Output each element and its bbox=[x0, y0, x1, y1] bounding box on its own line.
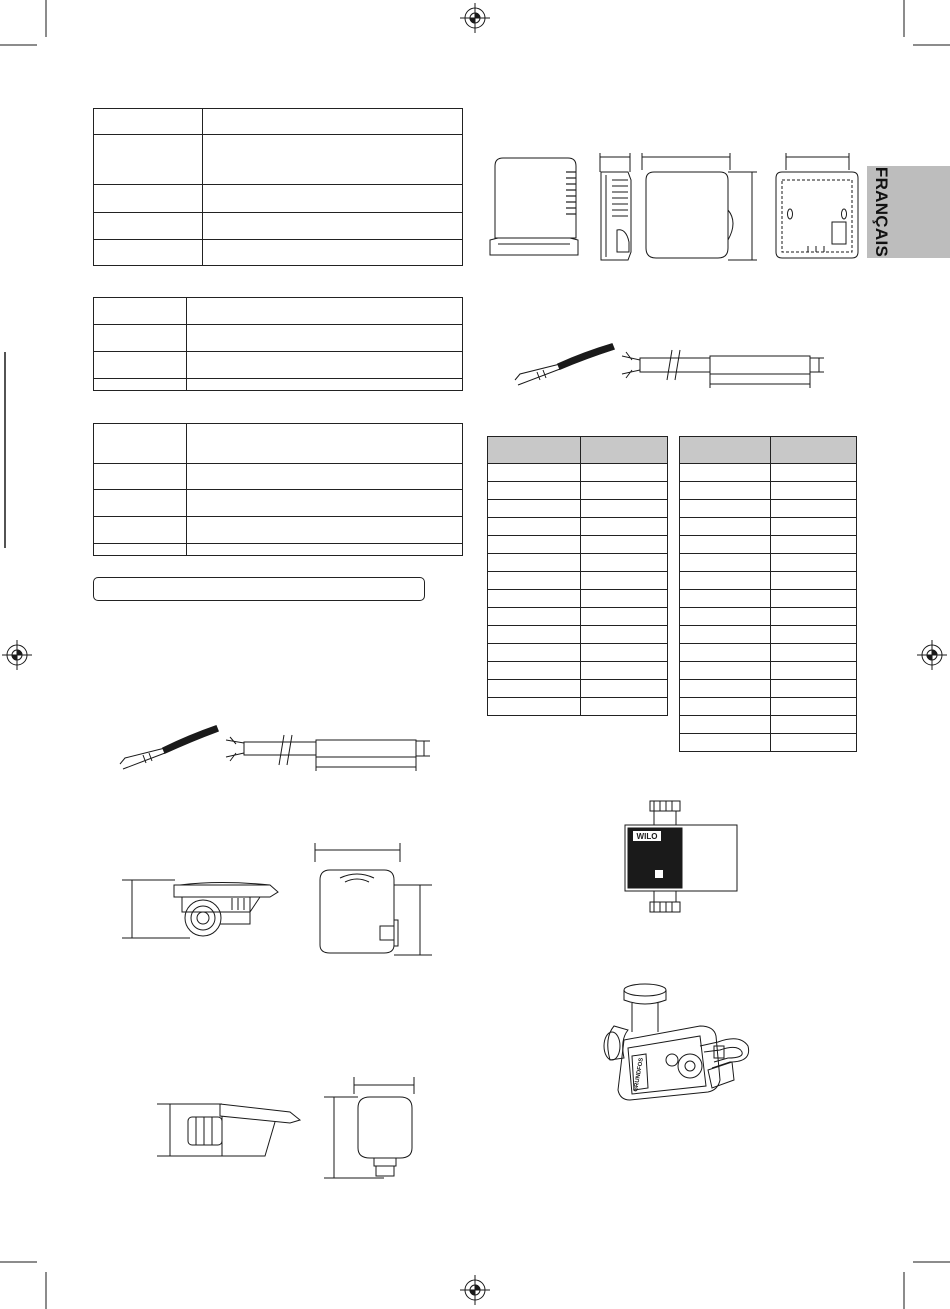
room-sensor-dial-view bbox=[642, 153, 757, 260]
grundfos-pump-illustration bbox=[604, 984, 749, 1100]
grundfos-brand-label: GRUNDFOS bbox=[633, 1057, 645, 1093]
outdoor-sensor-side-view bbox=[157, 1104, 300, 1156]
registration-mark-icon bbox=[917, 640, 947, 670]
immersion-probe-right bbox=[515, 344, 824, 388]
registration-mark-icon bbox=[460, 1275, 490, 1305]
wilo-pump-illustration bbox=[625, 801, 737, 912]
pipe-sensor-side-view bbox=[122, 880, 278, 938]
room-sensor-back-view bbox=[776, 153, 858, 258]
room-sensor-side-view bbox=[600, 153, 631, 260]
outdoor-sensor-front-view bbox=[324, 1077, 414, 1178]
wilo-brand-label: WILO bbox=[636, 832, 658, 841]
registration-mark-icon bbox=[460, 3, 490, 33]
immersion-probe-left bbox=[120, 726, 430, 771]
registration-mark-icon bbox=[2, 640, 32, 670]
language-tab-label: FRANÇAIS bbox=[872, 166, 891, 258]
room-sensor-front-view bbox=[490, 158, 578, 255]
pipe-sensor-top-view bbox=[315, 843, 432, 955]
